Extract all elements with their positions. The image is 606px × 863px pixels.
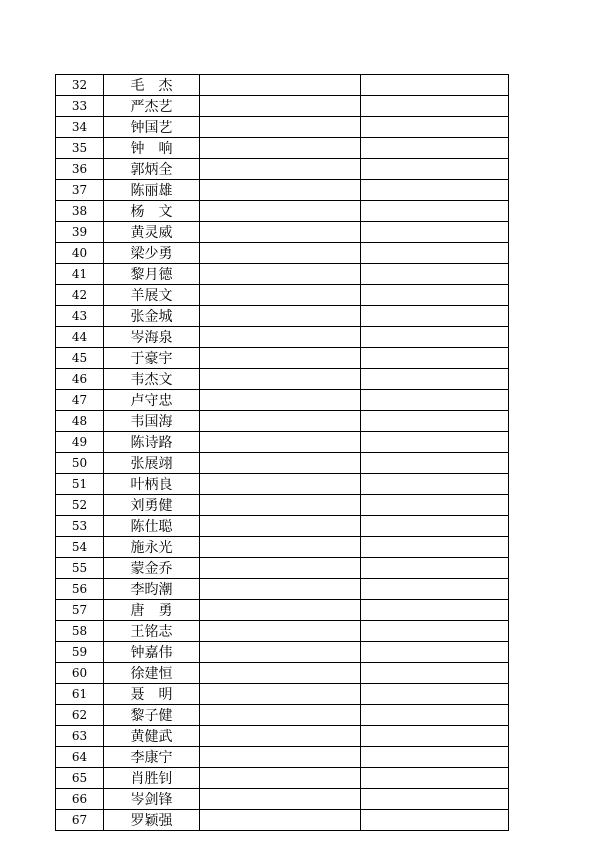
table-row — [56, 201, 509, 222]
table-row — [56, 369, 509, 390]
student-name-cell: 肖胜钊 — [104, 768, 200, 789]
empty-cell — [361, 579, 509, 600]
empty-cell — [200, 327, 361, 348]
table-row — [56, 96, 509, 117]
row-number-cell: 46 — [56, 369, 104, 390]
empty-cell — [200, 201, 361, 222]
row-number-cell: 60 — [56, 663, 104, 684]
empty-cell — [361, 663, 509, 684]
empty-cell — [361, 600, 509, 621]
row-number-cell: 53 — [56, 516, 104, 537]
empty-cell — [361, 117, 509, 138]
table-row — [56, 810, 509, 831]
student-name-cell: 杨 文 — [104, 201, 200, 222]
empty-cell — [361, 96, 509, 117]
row-number-cell: 57 — [56, 600, 104, 621]
row-number-cell: 36 — [56, 159, 104, 180]
table-row — [56, 264, 509, 285]
table-row — [56, 537, 509, 558]
empty-cell — [361, 201, 509, 222]
row-number-cell: 48 — [56, 411, 104, 432]
empty-cell — [200, 285, 361, 306]
row-number-cell: 65 — [56, 768, 104, 789]
table-row — [56, 516, 509, 537]
empty-cell — [200, 537, 361, 558]
student-name-cell: 岑剑锋 — [104, 789, 200, 810]
empty-cell — [200, 243, 361, 264]
empty-cell — [361, 474, 509, 495]
row-number-cell: 39 — [56, 222, 104, 243]
student-name-cell: 钟国艺 — [104, 117, 200, 138]
table-row — [56, 348, 509, 369]
row-number-cell: 52 — [56, 495, 104, 516]
empty-cell — [200, 411, 361, 432]
empty-cell — [361, 684, 509, 705]
student-name-cell: 陈仕聪 — [104, 516, 200, 537]
empty-cell — [361, 264, 509, 285]
empty-cell — [361, 285, 509, 306]
roster-table — [55, 74, 509, 831]
row-number-cell: 41 — [56, 264, 104, 285]
row-number-cell: 51 — [56, 474, 104, 495]
row-number-cell: 38 — [56, 201, 104, 222]
row-number-cell: 40 — [56, 243, 104, 264]
empty-cell — [200, 600, 361, 621]
student-name-cell: 于豪宇 — [104, 348, 200, 369]
empty-cell — [200, 810, 361, 831]
row-number-cell: 47 — [56, 390, 104, 411]
student-name-cell: 张展翊 — [104, 453, 200, 474]
student-name-cell: 韦杰文 — [104, 369, 200, 390]
student-name-cell: 张金城 — [104, 306, 200, 327]
empty-cell — [200, 495, 361, 516]
roster-table-body — [56, 75, 509, 831]
table-row — [56, 495, 509, 516]
empty-cell — [200, 117, 361, 138]
empty-cell — [200, 747, 361, 768]
student-name-cell: 严杰艺 — [104, 96, 200, 117]
empty-cell — [361, 138, 509, 159]
row-number-cell: 61 — [56, 684, 104, 705]
empty-cell — [200, 621, 361, 642]
empty-cell — [361, 453, 509, 474]
table-row — [56, 600, 509, 621]
empty-cell — [361, 621, 509, 642]
row-number-cell: 33 — [56, 96, 104, 117]
empty-cell — [361, 222, 509, 243]
empty-cell — [361, 411, 509, 432]
table-row — [56, 789, 509, 810]
table-row — [56, 117, 509, 138]
row-number-cell: 35 — [56, 138, 104, 159]
student-name-cell: 卢守忠 — [104, 390, 200, 411]
student-name-cell: 蒙金乔 — [104, 558, 200, 579]
row-number-cell: 34 — [56, 117, 104, 138]
student-name-cell: 钟 响 — [104, 138, 200, 159]
empty-cell — [200, 705, 361, 726]
table-row — [56, 621, 509, 642]
row-number-cell: 64 — [56, 747, 104, 768]
empty-cell — [200, 684, 361, 705]
empty-cell — [361, 306, 509, 327]
empty-cell — [200, 369, 361, 390]
empty-cell — [200, 642, 361, 663]
row-number-cell: 54 — [56, 537, 104, 558]
table-row — [56, 390, 509, 411]
empty-cell — [361, 75, 509, 96]
student-name-cell: 施永光 — [104, 537, 200, 558]
empty-cell — [361, 516, 509, 537]
student-name-cell: 黎月德 — [104, 264, 200, 285]
empty-cell — [200, 390, 361, 411]
table-row — [56, 768, 509, 789]
table-row — [56, 726, 509, 747]
table-row — [56, 159, 509, 180]
student-name-cell: 梁少勇 — [104, 243, 200, 264]
student-name-cell: 李康宁 — [104, 747, 200, 768]
row-number-cell: 59 — [56, 642, 104, 663]
student-name-cell: 黄健武 — [104, 726, 200, 747]
student-name-cell: 李昀潮 — [104, 579, 200, 600]
empty-cell — [200, 180, 361, 201]
table-row — [56, 579, 509, 600]
empty-cell — [361, 495, 509, 516]
table-row — [56, 327, 509, 348]
student-name-cell: 王铭志 — [104, 621, 200, 642]
student-name-cell: 叶柄良 — [104, 474, 200, 495]
empty-cell — [361, 558, 509, 579]
empty-cell — [200, 579, 361, 600]
empty-cell — [200, 726, 361, 747]
row-number-cell: 66 — [56, 789, 104, 810]
empty-cell — [361, 789, 509, 810]
table-row — [56, 222, 509, 243]
table-row — [56, 411, 509, 432]
row-number-cell: 58 — [56, 621, 104, 642]
empty-cell — [200, 474, 361, 495]
row-number-cell: 62 — [56, 705, 104, 726]
empty-cell — [200, 96, 361, 117]
empty-cell — [361, 432, 509, 453]
student-name-cell: 黄灵威 — [104, 222, 200, 243]
row-number-cell: 43 — [56, 306, 104, 327]
table-row — [56, 432, 509, 453]
table-row — [56, 558, 509, 579]
row-number-cell: 45 — [56, 348, 104, 369]
row-number-cell: 67 — [56, 810, 104, 831]
empty-cell — [200, 75, 361, 96]
empty-cell — [361, 705, 509, 726]
empty-cell — [200, 663, 361, 684]
empty-cell — [200, 453, 361, 474]
student-name-cell: 毛 杰 — [104, 75, 200, 96]
empty-cell — [200, 264, 361, 285]
empty-cell — [361, 243, 509, 264]
empty-cell — [200, 558, 361, 579]
student-name-cell: 陈丽雄 — [104, 180, 200, 201]
student-name-cell: 郭炳全 — [104, 159, 200, 180]
empty-cell — [361, 159, 509, 180]
empty-cell — [200, 768, 361, 789]
student-name-cell: 黎子健 — [104, 705, 200, 726]
table-row — [56, 474, 509, 495]
table-row — [56, 243, 509, 264]
empty-cell — [200, 222, 361, 243]
table-row — [56, 663, 509, 684]
empty-cell — [361, 327, 509, 348]
empty-cell — [361, 348, 509, 369]
row-number-cell: 42 — [56, 285, 104, 306]
table-row — [56, 75, 509, 96]
student-name-cell: 唐 勇 — [104, 600, 200, 621]
row-number-cell: 63 — [56, 726, 104, 747]
empty-cell — [200, 138, 361, 159]
empty-cell — [361, 537, 509, 558]
student-name-cell: 钟嘉伟 — [104, 642, 200, 663]
table-row — [56, 306, 509, 327]
empty-cell — [361, 369, 509, 390]
table-row — [56, 138, 509, 159]
row-number-cell: 32 — [56, 75, 104, 96]
empty-cell — [200, 306, 361, 327]
student-name-cell: 羊展文 — [104, 285, 200, 306]
table-row — [56, 285, 509, 306]
row-number-cell: 44 — [56, 327, 104, 348]
student-name-cell: 韦国海 — [104, 411, 200, 432]
student-name-cell: 陈诗路 — [104, 432, 200, 453]
empty-cell — [361, 747, 509, 768]
student-name-cell: 岑海泉 — [104, 327, 200, 348]
empty-cell — [200, 348, 361, 369]
row-number-cell: 56 — [56, 579, 104, 600]
table-row — [56, 642, 509, 663]
empty-cell — [361, 768, 509, 789]
table-row — [56, 180, 509, 201]
empty-cell — [361, 180, 509, 201]
table-row — [56, 453, 509, 474]
table-row — [56, 705, 509, 726]
table-row — [56, 747, 509, 768]
student-name-cell: 徐建恒 — [104, 663, 200, 684]
row-number-cell: 37 — [56, 180, 104, 201]
empty-cell — [361, 642, 509, 663]
row-number-cell: 50 — [56, 453, 104, 474]
student-name-cell: 聂 明 — [104, 684, 200, 705]
empty-cell — [200, 432, 361, 453]
table-row — [56, 684, 509, 705]
empty-cell — [361, 810, 509, 831]
empty-cell — [200, 789, 361, 810]
empty-cell — [361, 390, 509, 411]
empty-cell — [200, 516, 361, 537]
empty-cell — [200, 159, 361, 180]
row-number-cell: 49 — [56, 432, 104, 453]
empty-cell — [361, 726, 509, 747]
row-number-cell: 55 — [56, 558, 104, 579]
student-name-cell: 罗颖强 — [104, 810, 200, 831]
student-name-cell: 刘勇健 — [104, 495, 200, 516]
